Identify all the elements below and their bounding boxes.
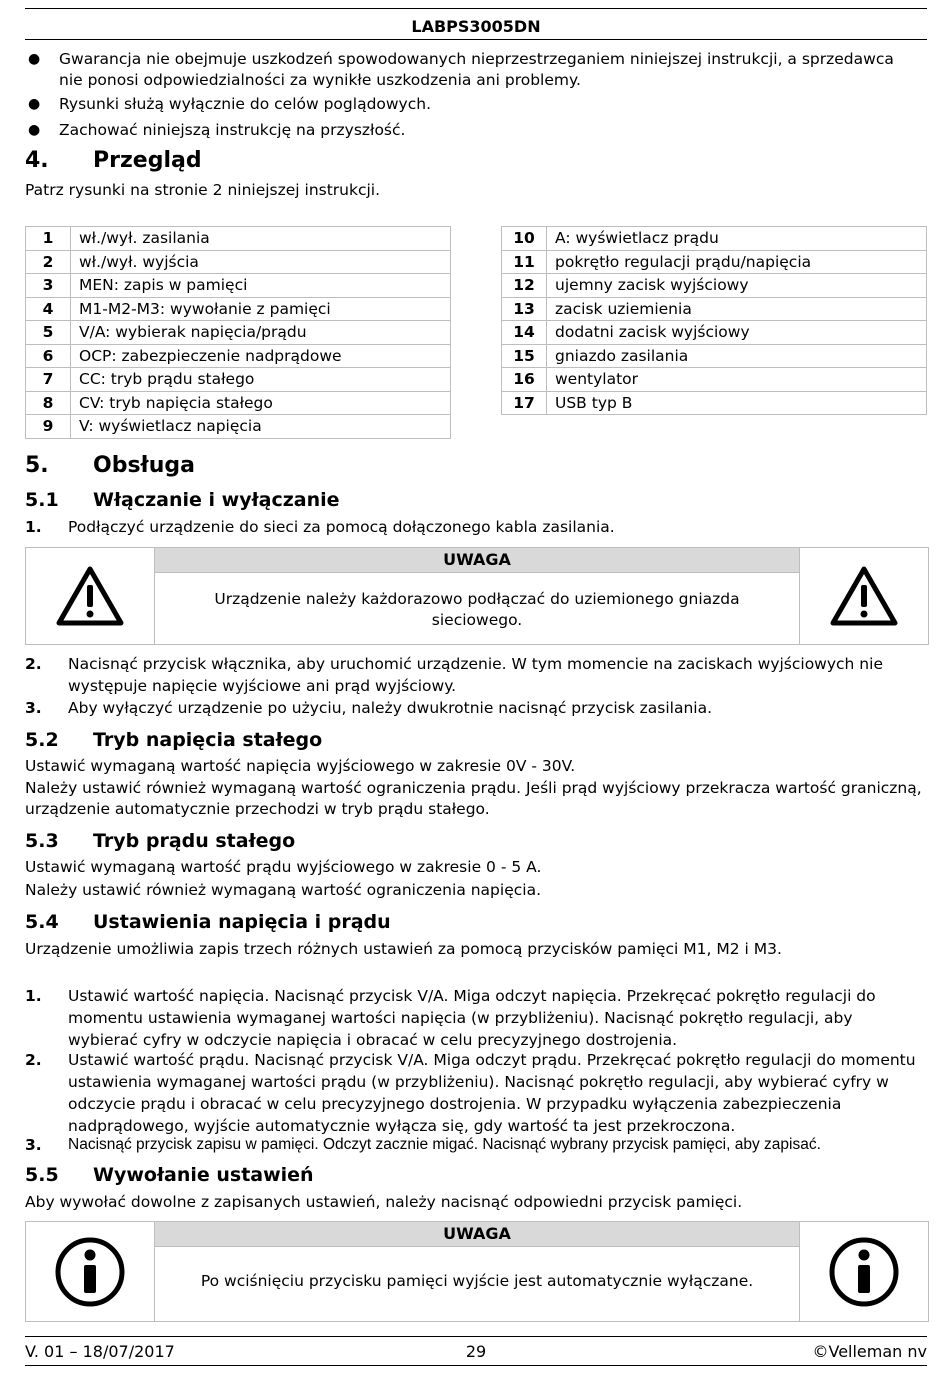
part-label: A: wyświetlacz prądu xyxy=(547,227,927,251)
part-label: dodatni zacisk wyjściowy xyxy=(547,321,927,345)
table-row xyxy=(26,227,451,251)
copyright: ©Velleman nv xyxy=(812,1342,927,1361)
part-number: 11 xyxy=(502,250,547,274)
table-row xyxy=(26,391,451,415)
page-footer xyxy=(25,1336,927,1366)
step-item: 1. Ustawić wartość napięcia. Nacisnąć przycisk V/A. Miga odczyt napięcia. Przekręcać pokrętło regulacji do momentu ustawienia wymaganej wartości napięcia (w przybliżeniu). Nacisnąć pokrętło regulacji, aby wybierać cyfry w odczycie napięcia i obracać w celu precyzyjnego dostrojenia. xyxy=(25,987,876,1049)
notice-text: Po wciśnięciu przycisku pamięci wyjście jest automatycznie wyłączane. xyxy=(200,1272,754,1290)
part-label: M1-M2-M3: wywołanie z pamięci xyxy=(71,297,451,321)
part-number: 14 xyxy=(502,321,547,345)
subsection-heading: 5.1 Włączanie i wyłączanie xyxy=(25,489,340,511)
subsection-heading: 5.5 Wywołanie ustawień xyxy=(25,1164,314,1186)
part-number: 3 xyxy=(26,274,71,298)
table-row xyxy=(502,227,927,251)
step-item: 1. Podłączyć urządzenie do sieci za pomocą dołączonego kabla zasilania. xyxy=(25,518,615,536)
part-number: 10 xyxy=(502,227,547,251)
page-header xyxy=(25,8,927,40)
info-notice xyxy=(25,1221,929,1322)
part-number: 17 xyxy=(502,391,547,415)
table-row xyxy=(502,274,927,298)
table-row xyxy=(502,321,927,345)
part-label: OCP: zabezpieczenie nadprądowe xyxy=(71,344,451,368)
table-row xyxy=(502,391,927,415)
table-row xyxy=(26,250,451,274)
part-label: V: wyświetlacz napięcia xyxy=(71,415,451,439)
step-item: 3. Nacisnąć przycisk zapisu w pamięci. Odczyt zacznie migać. Nacisnąć wybrany przycisk pamięci, aby zapisać. xyxy=(25,1136,821,1154)
table-row xyxy=(502,297,927,321)
part-number: 13 xyxy=(502,297,547,321)
version-date: V. 01 – 18/07/2017 xyxy=(25,1342,175,1361)
step-item: 3. Aby wyłączyć urządzenie po użyciu, należy dwukrotnie nacisnąć przycisk zasilania. xyxy=(25,699,712,717)
section-intro: Patrz rysunki na stronie 2 niniejszej instrukcji. xyxy=(25,181,381,199)
section-heading: 5. Obsługa xyxy=(25,453,195,478)
table-row xyxy=(26,321,451,345)
parts-table-left xyxy=(25,226,451,439)
table-row xyxy=(26,415,451,439)
paragraph: Ustawić wymaganą wartość napięcia wyjściowego w zakresie 0V - 30V. xyxy=(25,757,576,775)
step-item: 2. Ustawić wartość prądu. Nacisnąć przycisk V/A. Miga odczyt prądu. Przekręcać pokrętło regulacji do momentu ustawienia wymaganej wartości prądu (w przybliżeniu). Nacisnąć pokrętło regulacji, aby wybierać cyfry w odczycie prądu i obracać w celu precyzyjnego dostrojenia. W przypadku wyłączenia zabezpieczenia nadprądowego, wyjście automatycznie wyłącza się, gdy wartość ta jest przekroczona. xyxy=(25,1051,916,1135)
paragraph: Ustawić wymaganą wartość prądu wyjściowego w zakresie 0 - 5 A. xyxy=(25,858,542,876)
part-label: wł./wył. zasilania xyxy=(71,227,451,251)
notice-heading: UWAGA xyxy=(155,1222,799,1247)
page-number: 29 xyxy=(465,1342,487,1361)
part-number: 9 xyxy=(26,415,71,439)
part-label: wentylator xyxy=(547,368,927,392)
table-row xyxy=(502,344,927,368)
warning-notice xyxy=(25,547,929,645)
subsection-heading: 5.4 Ustawienia napięcia i prądu xyxy=(25,911,391,933)
warning-triangle-icon xyxy=(829,565,899,627)
part-number: 6 xyxy=(26,344,71,368)
step-item: 2. Nacisnąć przycisk włącznika, aby uruchomić urządzenie. W tym momencie na zaciskach wyjściowych nie występuje napięcie wyjściowe ani prąd wyjściowy. xyxy=(25,655,883,695)
part-number: 1 xyxy=(26,227,71,251)
table-row xyxy=(502,368,927,392)
part-number: 4 xyxy=(26,297,71,321)
part-label: ujemny zacisk wyjściowy xyxy=(547,274,927,298)
part-number: 8 xyxy=(26,391,71,415)
table-row xyxy=(26,274,451,298)
bullet-item: ● Zachować niniejszą instrukcję na przyszłość. xyxy=(28,121,406,139)
part-label: CV: tryb napięcia stałego xyxy=(71,391,451,415)
part-label: V/A: wybierak napięcia/prądu xyxy=(71,321,451,345)
parts-table-right xyxy=(501,226,927,415)
part-label: pokrętło regulacji prądu/napięcia xyxy=(547,250,927,274)
table-row xyxy=(26,297,451,321)
document-title: LABPS3005DN xyxy=(411,17,541,36)
part-number: 7 xyxy=(26,368,71,392)
subsection-heading: 5.3 Tryb prądu stałego xyxy=(25,830,296,852)
paragraph: Należy ustawić również wymaganą wartość ograniczenia napięcia. xyxy=(25,881,541,899)
bullet-item: ● Rysunki służą wyłącznie do celów poglądowych. xyxy=(28,95,432,113)
part-number: 2 xyxy=(26,250,71,274)
bullet-icon: ● xyxy=(28,96,41,112)
table-row xyxy=(502,250,927,274)
notice-heading: UWAGA xyxy=(155,548,799,573)
part-number: 5 xyxy=(26,321,71,345)
part-label: zacisk uziemienia xyxy=(547,297,927,321)
section-heading: 4. Przegląd xyxy=(25,148,202,173)
part-label: CC: tryb prądu stałego xyxy=(71,368,451,392)
part-label: wł./wył. wyjścia xyxy=(71,250,451,274)
part-number: 15 xyxy=(502,344,547,368)
info-circle-icon xyxy=(54,1236,126,1308)
table-row xyxy=(26,368,451,392)
table-row xyxy=(26,344,451,368)
part-label: USB typ B xyxy=(547,391,927,415)
paragraph: Aby wywołać dowolne z zapisanych ustawień, należy nacisnąć odpowiedni przycisk pamięci. xyxy=(25,1193,743,1211)
part-number: 16 xyxy=(502,368,547,392)
bullet-icon: ● xyxy=(28,51,41,67)
subsection-heading: 5.2 Tryb napięcia stałego xyxy=(25,729,323,751)
paragraph: Należy ustawić również wymaganą wartość ograniczenia prądu. Jeśli prąd wyjściowy przekracza wartość graniczną, urządzenie automatycznie przechodzi w tryb prądu stałego. xyxy=(25,779,922,818)
info-circle-icon xyxy=(828,1236,900,1308)
bullet-icon: ● xyxy=(28,122,41,138)
part-number: 12 xyxy=(502,274,547,298)
paragraph: Urządzenie umożliwia zapis trzech różnych ustawień za pomocą przycisków pamięci M1, M2 i M3. xyxy=(25,940,782,958)
part-label: gniazdo zasilania xyxy=(547,344,927,368)
warning-triangle-icon xyxy=(55,565,125,627)
bullet-item: ● Gwarancja nie obejmuje uszkodzeń spowodowanych nieprzestrzeganiem niniejszej instrukcji, a sprzedawca nie ponosi odpowiedzialności za wynikłe uszkodzenia ani problemy. xyxy=(28,50,894,89)
notice-text: Urządzenie należy każdorazowo podłączać do uziemionego gniazda sieciowego. xyxy=(214,590,740,629)
part-label: MEN: zapis w pamięci xyxy=(71,274,451,298)
